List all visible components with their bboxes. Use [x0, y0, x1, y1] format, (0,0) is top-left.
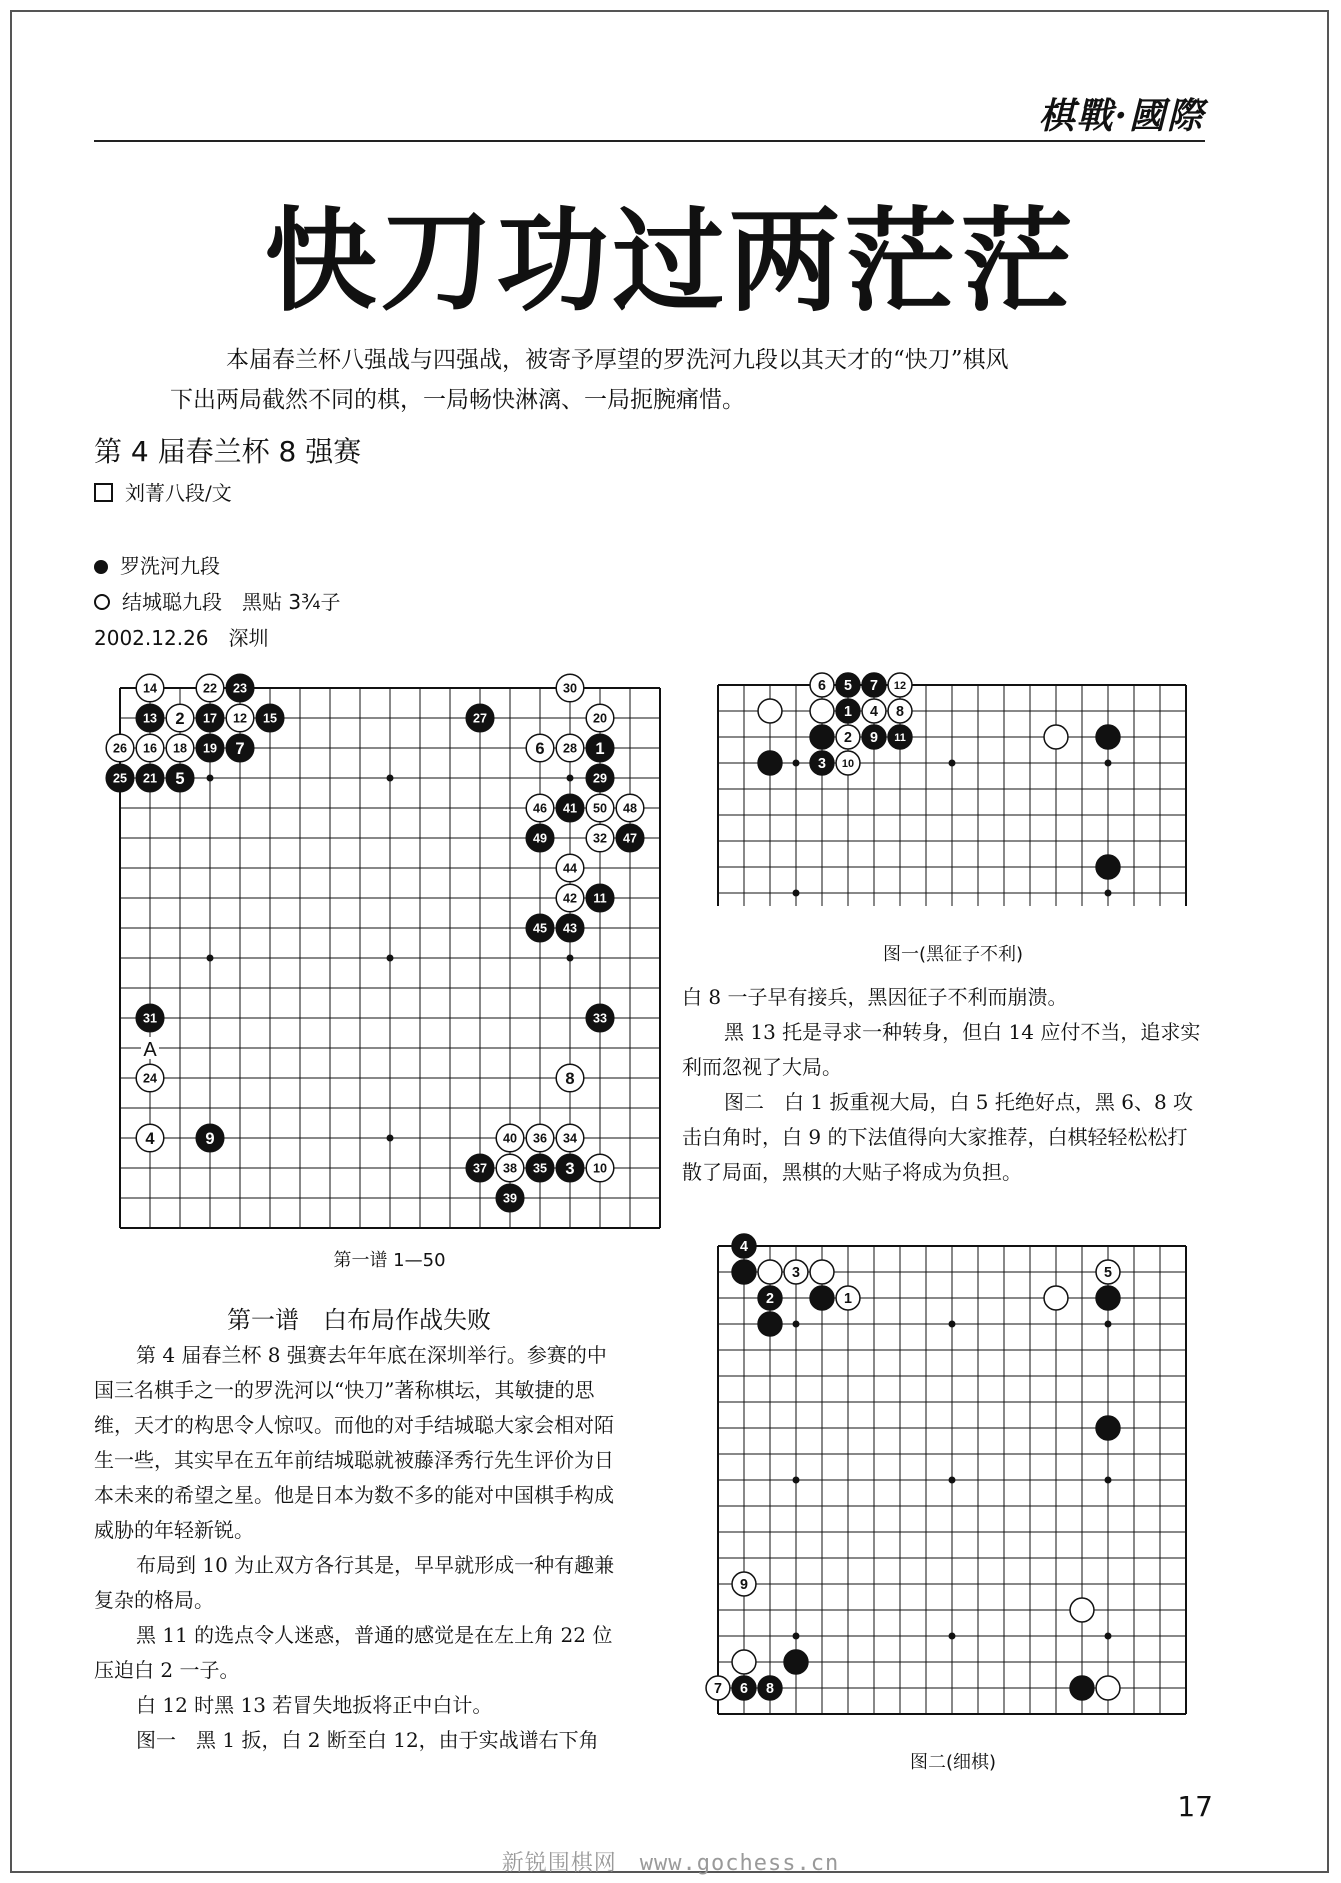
move-number: 24 [142, 1071, 158, 1086]
black-stone [586, 764, 614, 792]
header-rule [94, 140, 1205, 142]
hoshi-point [793, 1633, 800, 1640]
hoshi-point [567, 775, 574, 782]
right-paragraph-1: 白 8 一子早有接兵，黑因征子不利而崩溃。 [682, 985, 1068, 1009]
white-stone [106, 734, 134, 762]
black-stone [226, 734, 254, 762]
black-stone [496, 1184, 524, 1212]
move-number: 9 [870, 730, 878, 747]
white-stone [616, 794, 644, 822]
move-number: 37 [472, 1161, 488, 1176]
move-number: 25 [112, 771, 128, 786]
black-stone [784, 1650, 808, 1674]
white-stone [526, 794, 554, 822]
move-number: 2 [766, 1291, 774, 1308]
stone-disc [758, 1260, 782, 1284]
stone-disc [758, 1312, 782, 1336]
stone-disc [784, 1650, 808, 1674]
move-number: 42 [562, 891, 578, 906]
move-number: 41 [562, 801, 578, 816]
hoshi-point [949, 1321, 956, 1328]
move-number: 6 [535, 739, 545, 758]
board-grid [718, 1246, 1186, 1714]
stone-disc [758, 699, 782, 723]
black-stone [810, 751, 834, 775]
white-stone [758, 1260, 782, 1284]
black-stone [526, 1154, 554, 1182]
player-black [94, 550, 220, 579]
white-stone [586, 1154, 614, 1182]
black-stone [556, 914, 584, 942]
move-number: 6 [818, 678, 826, 695]
white-stone [1070, 1598, 1094, 1622]
hoshi-point [793, 1321, 800, 1328]
black-stone [810, 1286, 834, 1310]
page-number: 17 [1177, 1790, 1213, 1823]
move-number: 12 [893, 679, 907, 692]
move-number: 11 [894, 731, 906, 744]
move-number: 22 [202, 681, 218, 696]
game-subtitle: 第 4 届春兰杯 8 强赛 [94, 435, 362, 468]
black-stone [196, 734, 224, 762]
move-number: 35 [532, 1161, 548, 1176]
move-number: 1 [595, 739, 605, 758]
black-stone [106, 764, 134, 792]
stone-disc [1096, 1416, 1120, 1440]
move-number: 26 [112, 741, 128, 756]
white-stone [556, 884, 584, 912]
move-number: 10 [592, 1161, 608, 1176]
move-number: 13 [142, 711, 158, 726]
white-stone [732, 1650, 756, 1674]
black-stone [810, 725, 834, 749]
left-paragraph-3: 黑 11 的选点令人迷惑，普通的感觉是在左上角 22 位压迫白 2 一子。 [94, 1623, 613, 1682]
move-number: 4 [740, 1239, 748, 1256]
move-number: 40 [502, 1131, 518, 1146]
black-stone [758, 1286, 782, 1310]
move-number: 33 [592, 1011, 608, 1026]
move-number: 8 [766, 1681, 774, 1698]
stone-disc [810, 1286, 834, 1310]
stone-disc [1044, 1286, 1068, 1310]
black-stone [836, 673, 860, 697]
hoshi-point [949, 1477, 956, 1484]
black-stone [862, 725, 886, 749]
black-stone [556, 794, 584, 822]
white-stone [586, 824, 614, 852]
section-heading: 第一谱 白布局作战失败 [227, 1306, 491, 1334]
black-stone [166, 764, 194, 792]
white-stone [888, 699, 912, 723]
stone-disc [810, 1260, 834, 1284]
stone-disc [1096, 1286, 1120, 1310]
move-number: 29 [592, 771, 608, 786]
black-stone [758, 1676, 782, 1700]
stone-disc [758, 751, 782, 775]
black-stone [586, 1004, 614, 1032]
white-stone [810, 673, 834, 697]
move-number: 1 [844, 704, 852, 721]
black-stone [732, 1260, 756, 1284]
white-stone [526, 734, 554, 762]
white-stone [1044, 1286, 1068, 1310]
white-stone [556, 674, 584, 702]
black-stone [466, 704, 494, 732]
move-number: 18 [172, 741, 188, 756]
hoshi-point [567, 955, 574, 962]
white-stone-icon [94, 594, 110, 610]
move-number: 19 [202, 741, 218, 756]
move-number: 11 [593, 891, 607, 906]
move-number: 31 [142, 1011, 158, 1026]
white-stone [784, 1260, 808, 1284]
hoshi-point [793, 890, 800, 897]
white-stone [586, 794, 614, 822]
black-stone [1096, 855, 1120, 879]
white-stone [556, 854, 584, 882]
black-stone [586, 734, 614, 762]
move-number: 2 [844, 730, 852, 747]
black-stone [526, 824, 554, 852]
move-number: 27 [472, 711, 488, 726]
article-title: 快刀功过两茫茫 [264, 197, 1077, 327]
stone-disc [732, 1650, 756, 1674]
black-stone [1096, 725, 1120, 749]
black-stone [256, 704, 284, 732]
hoshi-point [207, 955, 214, 962]
white-stone [836, 751, 860, 775]
black-stone [616, 824, 644, 852]
move-number: 7 [235, 739, 245, 758]
black-stone [732, 1676, 756, 1700]
move-number: 4 [145, 1129, 155, 1148]
hoshi-point [387, 775, 394, 782]
move-number: 15 [262, 711, 278, 726]
right-column-text [682, 980, 1207, 1190]
move-number: 49 [532, 831, 548, 846]
move-number: 48 [622, 801, 638, 816]
hoshi-point [387, 1135, 394, 1142]
black-stone [1070, 1676, 1094, 1700]
hoshi-point [949, 1633, 956, 1640]
move-number: 8 [896, 704, 904, 721]
hoshi-point [1105, 1321, 1112, 1328]
white-stone [166, 734, 194, 762]
move-number: 28 [562, 741, 578, 756]
black-stone [466, 1154, 494, 1182]
black-stone-icon [94, 560, 108, 574]
move-number: 36 [532, 1131, 548, 1146]
right-paragraph-3: 图二 白 1 扳重视大局，白 5 托绝好点，黑 6、8 攻击白角时，白 9 的下法值得向大家推荐，白棋轻轻松松打散了局面，黑棋的大贴子将成为负担。 [682, 1090, 1194, 1184]
white-stone [836, 725, 860, 749]
black-stone [196, 1124, 224, 1152]
move-number: 34 [562, 1131, 578, 1146]
move-number: 3 [565, 1159, 575, 1178]
stone-disc [1096, 855, 1120, 879]
hoshi-point [1105, 1477, 1112, 1484]
left-paragraph-5: 图一 黑 1 扳，白 2 断至白 12，由于实战谱右下角 [136, 1728, 599, 1752]
move-number: 17 [202, 711, 218, 726]
move-number: 30 [562, 681, 578, 696]
move-number: 5 [175, 769, 185, 788]
main-go-board [112, 681, 663, 1230]
move-number: 50 [592, 801, 608, 816]
section-label: 棋戰·國際 [1038, 95, 1205, 137]
move-number: 12 [232, 711, 248, 726]
white-stone [166, 704, 194, 732]
move-number: 39 [502, 1191, 518, 1206]
hoshi-point [1105, 890, 1112, 897]
black-stone [136, 764, 164, 792]
player-black-name: 罗洗河九段 [120, 554, 220, 578]
move-number: 23 [232, 681, 248, 696]
stone-disc [1096, 1676, 1120, 1700]
white-stone [526, 1124, 554, 1152]
white-stone [496, 1154, 524, 1182]
move-number: 32 [592, 831, 608, 846]
move-number: 14 [142, 681, 158, 696]
player-white-name: 结城聪九段 黑贴 3¾子 [122, 590, 341, 614]
white-stone [836, 1286, 860, 1310]
white-stone [732, 1572, 756, 1596]
stone-disc [1044, 725, 1068, 749]
black-stone [758, 1312, 782, 1336]
move-number: 7 [870, 678, 878, 695]
move-number: 9 [740, 1577, 748, 1594]
white-stone [586, 704, 614, 732]
black-stone [526, 914, 554, 942]
move-number: 16 [142, 741, 158, 756]
stone-disc [810, 725, 834, 749]
move-number: 21 [142, 771, 158, 786]
main-board-caption: 第一谱 1—50 [333, 1250, 446, 1271]
move-number: 9 [205, 1129, 215, 1148]
right-paragraph-2: 黑 13 托是寻求一种转身，但白 14 应付不当，追求实利而忽视了大局。 [682, 1020, 1201, 1079]
hoshi-point [793, 1477, 800, 1484]
hoshi-point [949, 760, 956, 767]
move-number: 44 [562, 861, 578, 876]
white-stone [136, 674, 164, 702]
move-number: 47 [622, 831, 638, 846]
move-number: 38 [502, 1161, 518, 1176]
hoshi-point [1105, 1633, 1112, 1640]
white-stone [136, 1064, 164, 1092]
white-stone [1096, 1676, 1120, 1700]
figure2-go-board [714, 1239, 1190, 1718]
move-number: 45 [532, 921, 548, 936]
black-stone [226, 674, 254, 702]
watermark: 新锐围棋网 www.gochess.cn [501, 1851, 840, 1876]
white-stone [706, 1676, 730, 1700]
intro-line-1: 本届春兰杯八强战与四强战，被寄予厚望的罗洗河九段以其天才的“快刀”棋风 [226, 347, 1009, 373]
black-stone [888, 725, 912, 749]
marker-label-a: A [143, 1039, 157, 1061]
white-stone [810, 699, 834, 723]
move-number: 7 [714, 1681, 722, 1698]
white-stone [556, 1124, 584, 1152]
white-stone [556, 1064, 584, 1092]
left-paragraph-1: 第 4 届春兰杯 8 强赛去年年底在深圳举行。参赛的中国三名棋手之一的罗洗河以“快刀”著称棋坛，其敏捷的思维，天才的构思令人惊叹。而他的对手结城聪大家会相对陌生一些，其实早在五年前结城聪就被藤泽秀行先生评价为日本未来的希望之星。他是日本为数不多的能对中国棋手构成威胁的年轻新锐。 [94, 1343, 614, 1542]
white-stone [1044, 725, 1068, 749]
move-number: 20 [592, 711, 608, 726]
white-stone [136, 1124, 164, 1152]
move-number: 1 [844, 1291, 852, 1308]
left-column-text [94, 1338, 624, 1758]
hoshi-point [793, 760, 800, 767]
white-stone [862, 699, 886, 723]
hoshi-point [387, 955, 394, 962]
black-stone [136, 704, 164, 732]
move-number: 5 [1104, 1265, 1112, 1282]
black-stone [758, 751, 782, 775]
byline-text: 刘菁八段/文 [125, 481, 232, 505]
move-number: 3 [818, 756, 826, 773]
date-place: 2002.12.26 深圳 [94, 626, 269, 650]
hoshi-point [207, 775, 214, 782]
black-stone [1096, 1286, 1120, 1310]
white-stone [196, 674, 224, 702]
move-number: 5 [844, 678, 852, 695]
stone-disc [732, 1260, 756, 1284]
white-stone [810, 1260, 834, 1284]
move-number: 10 [841, 757, 855, 770]
stone-disc [1070, 1676, 1094, 1700]
move-number: 46 [532, 801, 548, 816]
stone-disc [1096, 725, 1120, 749]
black-stone [196, 704, 224, 732]
black-stone [836, 699, 860, 723]
white-stone [888, 673, 912, 697]
figure2-caption: 图二(细棋) [909, 1752, 997, 1773]
white-stone [758, 699, 782, 723]
left-paragraph-4: 白 12 时黑 13 若冒失地扳将正中白计。 [136, 1693, 493, 1717]
article-intro [170, 340, 1150, 420]
move-number: 3 [792, 1265, 800, 1282]
hoshi-point [1105, 760, 1112, 767]
black-stone [556, 1154, 584, 1182]
byline [94, 477, 232, 506]
black-stone [586, 884, 614, 912]
black-stone [732, 1234, 756, 1258]
move-number: 8 [565, 1069, 575, 1088]
white-stone [1096, 1260, 1120, 1284]
figure1-caption: 图一(黑征子不利) [882, 944, 1024, 965]
player-white [94, 586, 340, 615]
black-stone [862, 673, 886, 697]
left-paragraph-2: 布局到 10 为止双方各行其是，早早就形成一种有趣兼复杂的格局。 [94, 1553, 615, 1612]
black-stone [136, 1004, 164, 1032]
figure1-go-board [716, 678, 1190, 933]
white-stone [136, 734, 164, 762]
stone-disc [1070, 1598, 1094, 1622]
white-stone [496, 1124, 524, 1152]
stone-disc [810, 699, 834, 723]
move-number: 4 [870, 704, 878, 721]
intro-line-2: 下出两局截然不同的棋，一局畅快淋漓、一局扼腕痛惜。 [170, 387, 745, 413]
white-stone [556, 734, 584, 762]
black-stone [1096, 1416, 1120, 1440]
square-bullet-icon [94, 483, 113, 502]
move-number: 6 [740, 1681, 748, 1698]
move-number: 43 [562, 921, 578, 936]
move-number: 2 [175, 709, 185, 728]
white-stone [226, 704, 254, 732]
